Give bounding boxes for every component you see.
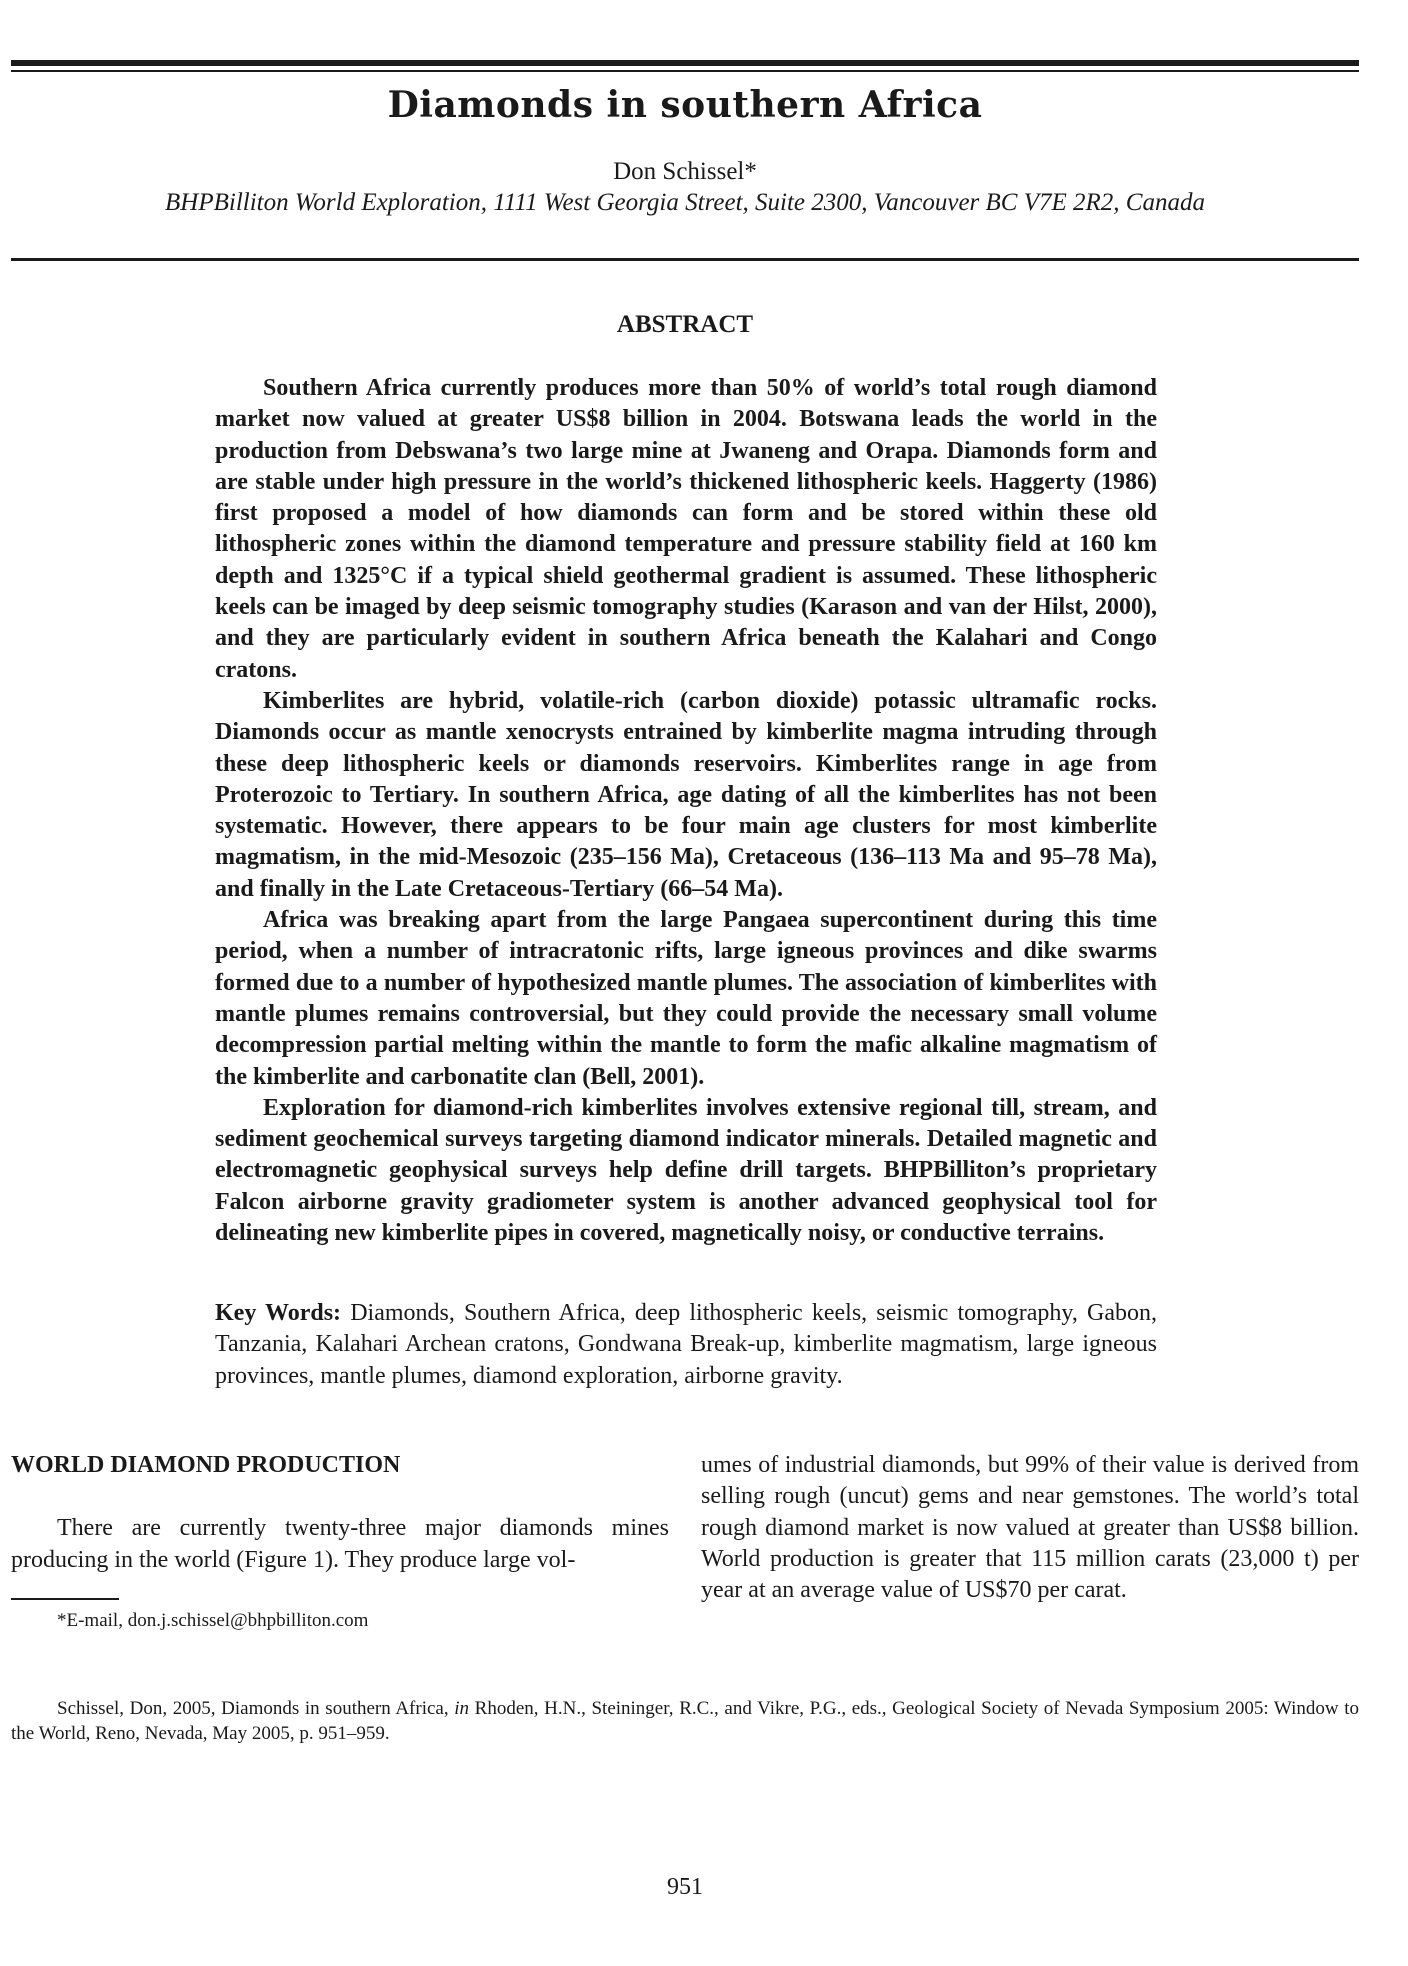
abstract-paragraph: Kimberlites are hybrid, volatile-rich (carbon dioxide) potassic ultramafic rocks. Diamonds occur as mantle xenocrysts entrained by kimberlite magma intruding through these deep lithospheric keels or diamonds reservoirs. Kimberlites range in age from Proterozoic to Tertiary. In southern Africa, age dating of all the kimberlites has not been systematic. However, there appears to be four main age clusters for most kimberlite magmatism, in the mid-Mesozoic (235–156 Ma), Cretaceous (136–113 Ma and 95–78 Ma), and finally in the Late Cretaceous-Tertiary (66–54 Ma).: [215, 687, 1157, 902]
footnote-rule: [11, 1598, 119, 1600]
author-affiliation: BHPBilliton World Exploration, 1111 West Georgia Street, Suite 2300, Vancouver BC V7E 2R2, Canada: [165, 189, 1205, 216]
paper-title: Diamonds in southern Africa: [387, 84, 983, 126]
citation-before: Schissel, Don, 2005, Diamonds in southern Africa,: [57, 1698, 455, 1719]
author-name: Don Schissel*: [613, 158, 757, 185]
section-heading: WORLD DIAMOND PRODUCTION: [11, 1452, 401, 1478]
citation: [11, 1696, 1359, 1746]
top-rule-thin: [11, 70, 1359, 72]
keywords-label: Key Words:: [215, 1300, 342, 1326]
section-text-left: There are currently twenty-three major diamonds mines producing in the world (Figure 1). They produce large vol-: [11, 1515, 669, 1573]
citation-italic: in: [454, 1698, 470, 1719]
abstract-paragraph: Exploration for diamond-rich kimberlites involves extensive regional till, stream, and sediment geochemical surveys targeting diamond indicator minerals. Detailed magnetic and electromagnetic geophysical surveys help define drill targets. BHPBilliton’s proprietary Falcon airborne gravity gradiometer system is another advanced geophysical tool for delineating new kimberlite pipes in covered, magnetically noisy, or conductive terrains.: [215, 1094, 1157, 1247]
citation-after: Rhoden, H.N., Steininger, R.C., and Vikre, P.G., eds., Geological Society of Nevada Symposium 2005: Window to the World, Reno, Nevada, May 2005, p. 951–959.: [11, 1698, 1359, 1744]
right-column: [701, 1450, 1359, 1606]
keywords: [215, 1298, 1157, 1392]
header-divider: [11, 258, 1359, 261]
abstract-heading: ABSTRACT: [616, 311, 754, 338]
keywords-text: Diamonds, Southern Africa, deep lithospheric keels, seismic tomography, Gabon, Tanzania, Kalahari Archean cratons, Gondwana Break-up, kimberlite magmatism, large igneous provinces, mantle plumes, diamond exploration, airborne gravity.: [215, 1300, 1157, 1389]
abstract-paragraph: Africa was breaking apart from the large Pangaea supercontinent during this time period, when a number of intracratonic rifts, large igneous provinces and dike swarms formed due to a number of hypothesized mantle plumes. The association of kimberlites with mantle plumes remains controversial, but they could provide the necessary small volume decompression partial melting within the mantle to form the mafic alkaline magmatism of the kimberlite and carbonatite clan (Bell, 2001).: [215, 907, 1157, 1090]
abstract-paragraph: Southern Africa currently produces more than 50% of world’s total rough diamond market now valued at greater US$8 billion in 2004. Botswana leads the world in the production from Debswana’s two large mine at Jwaneng and Orapa. Diamonds form and are stable under high pressure in the world’s thickened lithospheric keels. Haggerty (1986) first proposed a model of how diamonds can form and be stored within these old lithospheric zones within the diamond temperature and pressure stability field at 160 km depth and 1325°C if a typical shield geothermal gradient is assumed. These lithospheric keels can be imaged by deep seismic tomography studies (Karason and van der Hilst, 2000), and they are particularly evident in southern Africa beneath the Kalahari and Congo cratons.: [215, 375, 1157, 683]
page-number: 951: [667, 1874, 703, 1900]
left-column: [11, 1450, 669, 1576]
footnote: *E-mail, don.j.schissel@bhpbilliton.com: [57, 1610, 369, 1631]
abstract-body: [215, 373, 1157, 1249]
section-text-right: umes of industrial diamonds, but 99% of their value is derived from selling rough (uncut) gems and near gemstones. The world’s total rough diamond market is now valued at greater than US$8 billion. World production is greater that 115 million carats (23,000 t) per year at an average value of US$70 per carat.: [701, 1452, 1359, 1604]
top-rule-thick: [11, 60, 1359, 66]
